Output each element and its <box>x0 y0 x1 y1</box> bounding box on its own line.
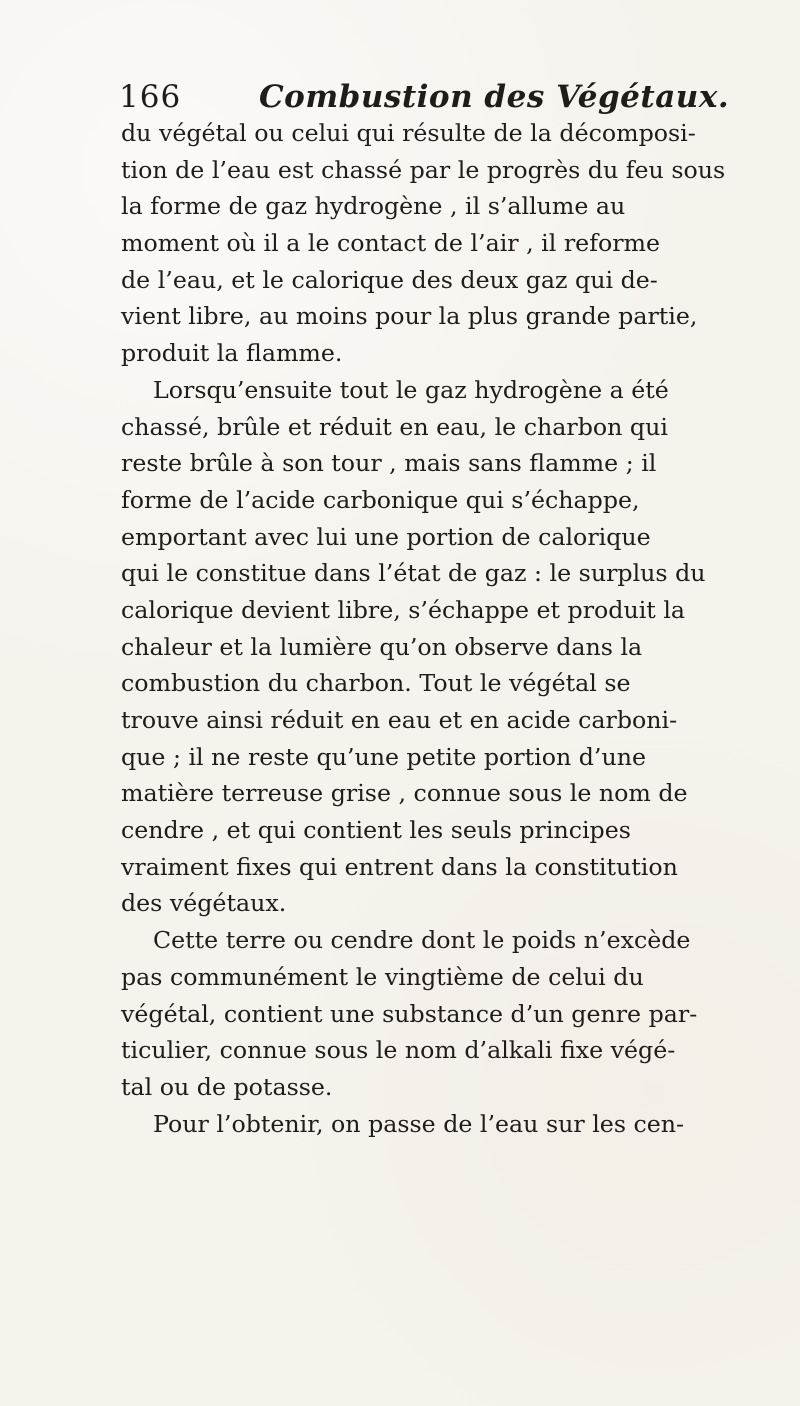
text-line: du végétal ou celui qui résulte de la décomposi- <box>121 119 696 147</box>
text-line: vient libre, au moins pour la plus grande partie, <box>121 302 698 331</box>
page-number: 166 <box>119 79 182 115</box>
text-line: de l’eau, et le calorique des deux gaz qui de- <box>121 265 658 294</box>
text-line: matière terreuse grise , connue sous le nom de <box>121 779 688 808</box>
text-line: trouve ainsi réduit en eau et en acide carboni- <box>121 706 678 734</box>
text-line: tal ou de potasse. <box>121 1072 333 1101</box>
text-line: cendre , et qui contient les seuls principes <box>121 816 631 845</box>
text-line: emportant avec lui une portion de calorique <box>121 522 651 551</box>
text-line: reste brûle à son tour , mais sans flamme ; il <box>121 449 657 478</box>
text-line: forme de l’acide carbonique qui s’échappe, <box>121 485 640 514</box>
chapter-title: Combustion des Végétaux. <box>259 79 730 115</box>
paragraph-start-line: Cette terre ou cendre dont le poids n’excède <box>153 926 691 955</box>
text-line: ticulier, connue sous le nom d’alkali fixe végé- <box>121 1036 676 1065</box>
text-line: qui le constitue dans l’état de gaz : le surplus du <box>121 559 706 588</box>
text-line: calorique devient libre, s’échappe et produit la <box>121 595 686 624</box>
text-line: moment où il a le contact de l’air , il reforme <box>121 229 661 258</box>
paragraph-start-line: Pour l’obtenir, on passe de l’eau sur les cen- <box>153 1109 685 1138</box>
paragraph-start-line: Lorsqu’ensuite tout le gaz hydrogène a été <box>153 375 669 404</box>
text-line: chaleur et la lumière qu’on observe dans la <box>121 632 643 661</box>
text-line: des végétaux. <box>121 889 287 918</box>
running-head <box>119 76 730 118</box>
text-line: chassé, brûle et réduit en eau, le charbon qui <box>121 412 668 441</box>
body-text <box>121 115 726 1142</box>
text-line: vraiment fixes qui entrent dans la constitution <box>121 852 678 881</box>
text-line: que ; il ne reste qu’une petite portion d’une <box>121 742 646 771</box>
text-line: pas communément le vingtième de celui du <box>121 962 644 991</box>
text-line: combustion du charbon. Tout le végétal se <box>121 669 631 698</box>
text-line: la forme de gaz hydrogène , il s’allume au <box>121 192 626 221</box>
text-line: produit la flamme. <box>121 339 343 368</box>
text-line: végétal, contient une substance d’un genre par- <box>121 999 698 1028</box>
text-line: tion de l’eau est chassé par le progrès du feu sous <box>121 155 726 184</box>
